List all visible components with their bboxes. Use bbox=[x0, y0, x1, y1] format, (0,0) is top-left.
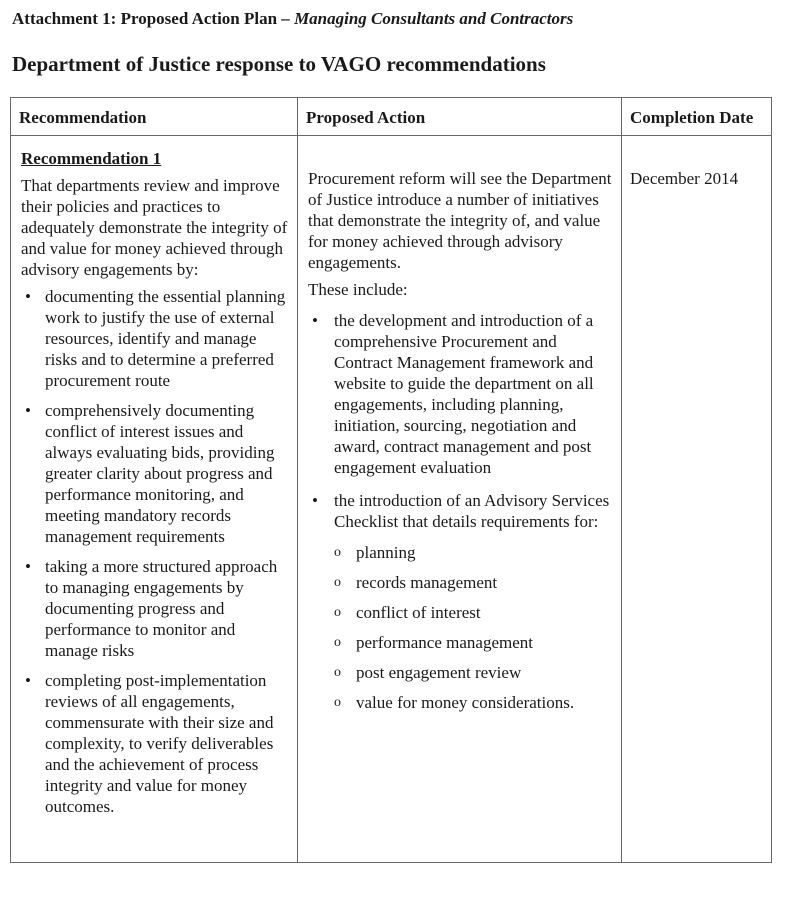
circle-bullet-icon: o bbox=[334, 635, 341, 650]
bullet-icon: • bbox=[25, 287, 31, 306]
action-plan-table bbox=[10, 97, 772, 863]
attachment-title-prefix: Attachment 1: Proposed Action Plan – bbox=[12, 9, 295, 28]
attachment-subtitle: Managing Consultants and Contractors bbox=[294, 9, 574, 28]
bullet-icon: • bbox=[25, 671, 31, 690]
recommendation-intro: That departments review and improve their policies and practices to adequately demonstrate the integrity of and value for money achieved through advisory engagements by: bbox=[21, 176, 288, 279]
list-item-text: completing post-implementation reviews of all engagements, commensurate with their size and complexity, to verify deliverables and the achievement of process integrity and value for money outcomes. bbox=[45, 671, 274, 816]
circle-bullet-icon: o bbox=[334, 545, 341, 560]
list-item bbox=[21, 670, 289, 817]
list-item bbox=[21, 400, 289, 547]
list-item bbox=[308, 490, 613, 713]
table-header-row bbox=[11, 98, 772, 136]
completion-date-cell bbox=[622, 136, 772, 863]
list-item-text: the introduction of an Advisory Services Checklist that details requirements for: bbox=[334, 491, 610, 531]
checklist-sub-list bbox=[334, 542, 613, 713]
sub-list-item-text: planning bbox=[356, 543, 416, 562]
header-proposed-action: Proposed Action bbox=[298, 98, 622, 136]
sub-list-item-text: performance management bbox=[356, 633, 533, 652]
circle-bullet-icon: o bbox=[334, 695, 341, 710]
sub-list-item bbox=[334, 572, 613, 593]
bullet-icon: • bbox=[312, 311, 318, 330]
circle-bullet-icon: o bbox=[334, 665, 341, 680]
table-row bbox=[11, 136, 772, 863]
list-item-text: taking a more structured approach to managing engagements by documenting progress and performance to monitor and manage risks bbox=[45, 557, 278, 660]
sub-list-item bbox=[334, 692, 613, 713]
completion-date: December 2014 bbox=[630, 169, 739, 188]
page-title: Department of Justice response to VAGO recommendations bbox=[12, 52, 546, 76]
action-list bbox=[308, 310, 613, 713]
sub-list-item-text: post engagement review bbox=[356, 663, 522, 682]
sub-list-item-text: records management bbox=[356, 573, 498, 592]
sub-list-item bbox=[334, 662, 613, 683]
sub-list-item-text: conflict of interest bbox=[356, 603, 481, 622]
bullet-icon: • bbox=[312, 491, 318, 510]
sub-list-item bbox=[334, 602, 613, 623]
list-item bbox=[21, 286, 289, 391]
recommendation-list bbox=[21, 286, 289, 817]
recommendation-cell bbox=[11, 136, 298, 863]
list-item-text: the development and introduction of a comprehensive Procurement and Contract Management framework and website to guide the department on all engagements, including planning, initiation, sourcing, negotiation and award, contract management and post engagement evaluation bbox=[334, 311, 594, 477]
action-these-include: These include: bbox=[308, 280, 408, 299]
sub-list-item-text: value for money considerations. bbox=[356, 693, 575, 712]
list-item bbox=[21, 556, 289, 661]
bullet-icon: • bbox=[25, 401, 31, 420]
proposed-action-cell bbox=[298, 136, 622, 863]
recommendation-heading: Recommendation 1 bbox=[21, 149, 162, 168]
attachment-title bbox=[12, 9, 573, 29]
circle-bullet-icon: o bbox=[334, 575, 341, 590]
header-recommendation: Recommendation bbox=[11, 98, 298, 136]
header-completion-date: Completion Date bbox=[622, 98, 772, 136]
action-intro: Procurement reform will see the Department of Justice introduce a number of initiatives that demonstrate the integrity of, and value for money achieved through advisory engagements. bbox=[308, 169, 612, 272]
circle-bullet-icon: o bbox=[334, 605, 341, 620]
sub-list-item bbox=[334, 632, 613, 653]
bullet-icon: • bbox=[25, 557, 31, 576]
list-item bbox=[308, 310, 613, 478]
list-item-text: comprehensively documenting conflict of interest issues and always evaluating bids, providing greater clarity about progress and performance monitoring, and meeting mandatory records management requirements bbox=[45, 401, 275, 546]
sub-list-item bbox=[334, 542, 613, 563]
list-item-text: documenting the essential planning work to justify the use of external resources, identify and manage risks and to determine a preferred procurement route bbox=[45, 287, 286, 390]
